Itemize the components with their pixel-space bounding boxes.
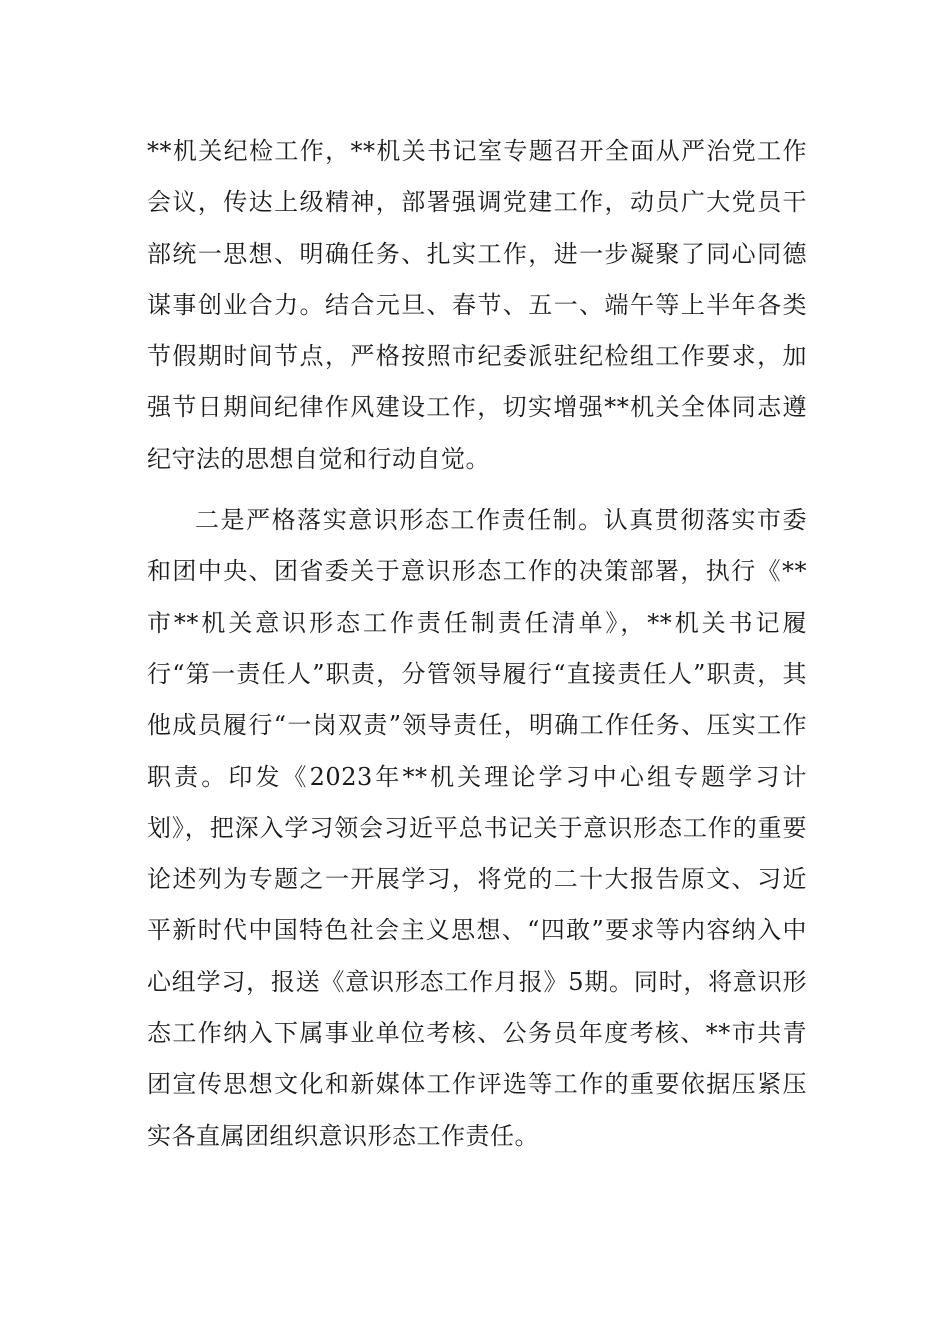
document-body <box>147 126 807 1162</box>
paragraph-ideology-responsibility: 二是严格落实意识形态工作责任制。认真贯彻落实市委和团中央、团省委关于意识形态工作的决策部署，执行《**市**机关意识形态工作责任制责任清单》，**机关书记履行“第一责任人”职责，分管领导履行“直接责任人”职责，其他成员履行“一岗双责”领导责任，明确工作任务、压实工作职责。印发《2023年**机关理论学习中心组专题学习计划》，把深入学习领会习近平总书记关于意识形态工作的重要论述列为专题之一开展学习，将党的二十大报告原文、习近平新时代中国特色社会主义思想、“四敢”要求等内容纳入中心组学习，报送《意识形态工作月报》5期。同时，将意识形态工作纳入下属事业单位考核、公务员年度考核、**市共青团宣传思想文化和新媒体工作评选等工作的重要依据压紧压实各直属团组织意识形态工作责任。 <box>147 506 807 1150</box>
paragraph-continuation: **机关纪检工作，**机关书记室专题召开全面从严治党工作会议，传达上级精神，部署强调党建工作，动员广大党员干部统一思想、明确任务、扎实工作，进一步凝聚了同心同德谋事创业合力。结合元旦、春节、五一、端午等上半年各类节假期时间节点，严格按照市纪委派驻纪检组工作要求，加强节日期间纪律作风建设工作，切实增强**机关全体同志遵纪守法的思想自觉和行动自觉。 <box>147 137 807 473</box>
